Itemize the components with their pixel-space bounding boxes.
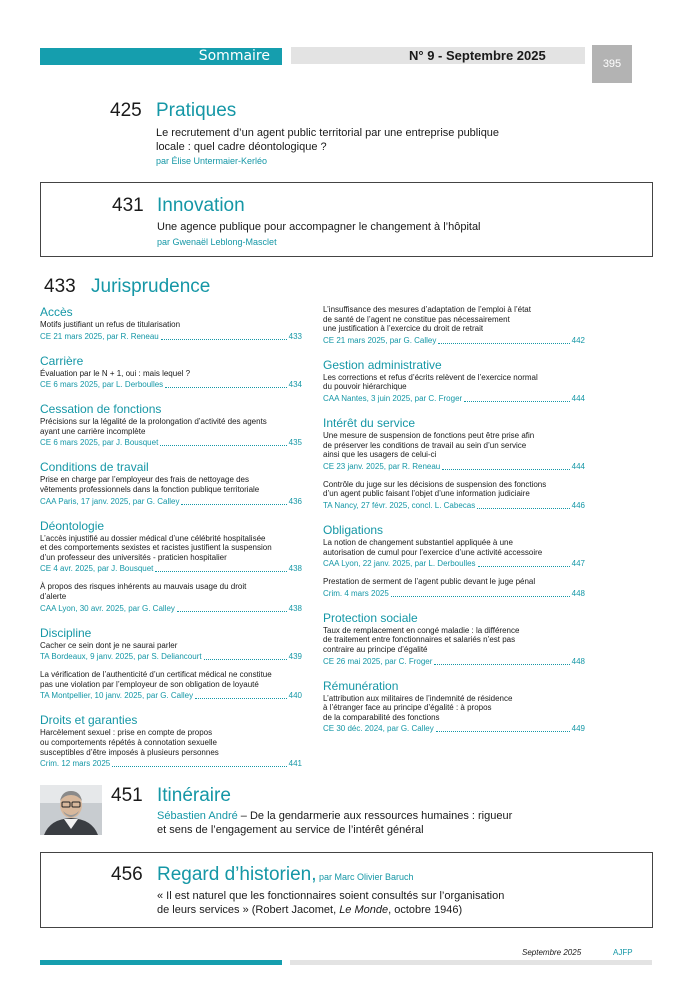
header-issue-bar [291, 47, 585, 64]
footer-grey-bar [290, 960, 652, 965]
entry-page-number: 435 [288, 438, 302, 448]
entry-title-line: Prestation de serment de l’agent public devant le juge pénal [323, 577, 536, 587]
regard-quote-2b: Le Monde [339, 904, 389, 916]
entry-title-line: Cacher ce sein dont je ne saurai parler [40, 640, 178, 650]
category-droits-et-garanties[interactable]: Droits et garanties [40, 713, 138, 728]
entry-page-number: 444 [571, 461, 585, 471]
entry-title-line: pas une violation par l’employeur de son obligation de loyauté [40, 679, 259, 689]
entry-page-number: 447 [571, 559, 585, 569]
entry-title-line: L’attribution aux militaires de l’indemnité de résidence [323, 693, 513, 703]
dot-leader [195, 691, 287, 699]
entry-page-number: 433 [288, 331, 302, 341]
entry-title-line: susceptibles d’être imposés à plusieurs personnes [40, 747, 219, 757]
jurisprudence-title[interactable]: Jurisprudence [91, 276, 211, 297]
entry-title-line: de traitement entre fonctionnaires et salariés n’est pas [323, 635, 516, 645]
entry-title-line: de la comparabilité des fonctions [323, 712, 440, 722]
page-number: 395 [602, 58, 622, 70]
entry-title-line: Les corrections et refus d’écrits relèvent de l’exercice normal [323, 372, 538, 382]
dot-leader [204, 652, 287, 660]
entry-title-line: à l’étranger face au principe d’égalité : à propos [323, 703, 492, 713]
footer-date: Septembre 2025 [522, 948, 582, 957]
innovation-number: 431 [112, 195, 144, 216]
entry-reference-text: CE 21 mars 2025, par G. Calley [323, 335, 437, 345]
category-protection-sociale[interactable]: Protection sociale [323, 610, 418, 625]
dot-leader [442, 462, 569, 470]
regard-quote-2a: de leurs services » (Robert Jacomet, [157, 904, 340, 916]
entry-reference-text: TA Bordeaux, 9 janv. 2025, par S. Deliancourt [40, 652, 202, 662]
itineraire-desc-1-text: – De la gendarmerie aux ressources humaines : rigueur [237, 810, 513, 822]
pratiques-desc-2: locale : quel cadre déontologique ? [156, 141, 327, 153]
itineraire-person: Sébastien André [157, 810, 238, 822]
pratiques-number: 425 [110, 100, 142, 121]
entry-title-line: une justification à l’exercice du droit de retrait [323, 324, 484, 334]
entry-reference[interactable] [40, 604, 302, 614]
entry-reference[interactable] [323, 589, 585, 599]
entry-page-number: 438 [288, 603, 302, 613]
dot-leader [155, 564, 286, 572]
entry-title-line: Précisions sur la légalité de la prolongation d’activité des agents [40, 417, 267, 427]
category-acces[interactable]: Accès [40, 305, 73, 319]
entry-title-line: Motifs justifiant un refus de titularisation [40, 320, 181, 329]
entry-reference[interactable] [40, 691, 302, 701]
entry-page-number: 440 [288, 691, 302, 701]
entry-title-line: et des comportements sexistes et racistes justifient la suspension [40, 543, 272, 553]
header-title-bar [40, 48, 282, 65]
entry-page-number: 448 [571, 656, 585, 666]
itineraire-desc-2: et sens de l’engagement au service de l’intérêt général [157, 824, 424, 836]
entry-title-line: autorisation de cumul pour l’exercice d’une activité accessoire [323, 547, 543, 557]
entry-reference[interactable] [40, 380, 302, 390]
entry-reference[interactable] [323, 724, 585, 734]
entry-reference-text: CE 30 déc. 2024, par G. Calley [323, 724, 434, 734]
dot-leader [434, 657, 569, 665]
footer-journal: AJFP [613, 948, 633, 957]
entry-title-line: Évaluation par le N + 1, oui : mais lequel ? [40, 368, 191, 378]
itineraire-title[interactable]: Itinéraire [157, 785, 231, 806]
dot-leader [438, 336, 569, 344]
category-discipline[interactable]: Discipline [40, 625, 92, 640]
entry-page-number: 436 [288, 496, 302, 506]
innovation-title[interactable]: Innovation [157, 195, 245, 216]
entry-reference-text: CAA Lyon, 22 janv. 2025, par L. Derboulles [323, 559, 476, 569]
regard-author: par Marc Olivier Baruch [316, 872, 414, 882]
header-title: Sommaire [198, 48, 270, 64]
entry-reference-text: CE 26 mai 2025, par C. Froger [323, 656, 433, 666]
entry-reference-text: CE 21 mars 2025, par R. Reneau [40, 331, 159, 341]
entry-reference[interactable] [323, 559, 585, 569]
entry-title-line: vêtements professionnels dans la fonction publique territoriale [40, 485, 260, 494]
author-photo [40, 785, 102, 835]
category-obligations[interactable]: Obligations [323, 523, 384, 537]
entry-reference-text: CAA Lyon, 30 avr. 2025, par G. Calley [40, 603, 175, 613]
innovation-desc: Une agence publique pour accompagner le changement à l’hôpital [157, 221, 481, 233]
entry-page-number: 438 [288, 564, 302, 574]
entry-page-number: 444 [571, 394, 585, 403]
category-deontologie[interactable]: Déontologie [40, 518, 105, 533]
entry-reference-text: TA Montpellier, 10 janv. 2025, par G. Calley [40, 691, 194, 701]
regard-title-line [157, 864, 414, 886]
regard-title[interactable]: Regard d’historien, [157, 864, 317, 885]
entry-reference[interactable] [40, 438, 302, 448]
jurisprudence-number: 433 [44, 276, 76, 297]
dot-leader [177, 604, 287, 612]
entry-reference-text: CAA Paris, 17 janv. 2025, par G. Calley [40, 496, 180, 506]
entry-reference[interactable] [323, 336, 585, 346]
entry-page-number: 434 [288, 380, 302, 390]
entry-title-line: d’alerte [40, 592, 67, 601]
header-issue: N° 9 - Septembre 2025 [409, 48, 546, 63]
entry-reference[interactable] [40, 332, 302, 342]
entry-reference[interactable] [323, 501, 585, 511]
entry-title-line: ayant une carrière incomplète [40, 426, 146, 436]
pratiques-desc-1: Le recrutement d’un agent public territorial par une entreprise publique [156, 127, 500, 139]
dot-leader [181, 497, 286, 505]
entry-title-line: Une mesure de suspension de fonctions peut être prise afin [323, 431, 535, 440]
regard-number: 456 [111, 864, 143, 885]
entry-page-number: 446 [571, 501, 585, 510]
innovation-author: par Gwenaël Leblong-Masclet [157, 237, 277, 247]
pratiques-author: par Élise Untermaier-Kerléo [156, 156, 268, 166]
entry-reference[interactable] [323, 657, 585, 667]
portrait-icon [40, 785, 102, 835]
dot-leader [112, 759, 286, 767]
category-gestion-administrative[interactable]: Gestion administrative [323, 357, 442, 372]
dot-leader [391, 589, 570, 597]
entry-reference-text: Crim. 12 mars 2025 [40, 759, 111, 769]
category-remuneration[interactable]: Rémunération [323, 678, 399, 693]
itineraire-number: 451 [111, 785, 143, 806]
entry-title-line: contraire au principe d’égalité [323, 645, 428, 654]
entry-reference-text: CAA Nantes, 3 juin 2025, par C. Froger [323, 394, 463, 403]
entry-title-line: Harcèlement sexuel : prise en compte de propos [40, 728, 213, 738]
category-interet-du-service[interactable]: Intérêt du service [323, 416, 416, 430]
entry-reference[interactable] [40, 652, 302, 662]
entry-title-line: L’insuffisance des mesures d’adaptation de l’emploi à l’état [323, 305, 531, 314]
category-cessation-de-fonctions[interactable]: Cessation de fonctions [40, 402, 162, 417]
entry-title-line: Contrôle du juge sur les décisions de suspension des fonctions [323, 479, 547, 489]
entry-title-line: du pouvoir hiérarchique [323, 382, 407, 392]
innovation-box [40, 182, 653, 257]
entry-title-line: À propos des risques inhérents au mauvais usage du droit [40, 582, 247, 592]
footer-teal-bar [40, 960, 282, 965]
dot-leader [477, 501, 569, 509]
entry-title-line: La vérification de l’authenticité d’un certificat médical ne constitue [40, 670, 272, 680]
entry-title-line: Prise en charge par l’employeur des frais de nettoyage des [40, 475, 250, 485]
dot-leader [160, 438, 286, 446]
dot-leader [161, 332, 287, 340]
entry-reference-text: CE 6 mars 2025, par L. Derboulles [40, 380, 164, 390]
entry-page-number: 441 [288, 759, 302, 769]
entry-reference[interactable] [323, 462, 585, 472]
entry-page-number: 442 [571, 335, 585, 345]
entry-reference[interactable] [323, 394, 585, 404]
entry-title-line: d’un professeur des universités - praticien hospitalier [40, 552, 227, 562]
entry-reference[interactable] [40, 564, 302, 574]
entry-reference-text: CE 4 avr. 2025, par J. Bousquet [40, 564, 154, 574]
entry-title-line: de santé de l’agent ne constitue pas nécessairement [323, 314, 510, 324]
category-conditions-de-travail[interactable]: Conditions de travail [40, 460, 149, 475]
entry-title-line: L’accès injustifié au dossier médical d’une célébrité hospitalisée [40, 533, 266, 543]
regard-quote-2 [157, 904, 462, 918]
entry-reference[interactable] [40, 497, 302, 507]
entry-title-line: ainsi que les usagers de celui-ci [323, 450, 437, 460]
entry-reference-text: CE 23 janv. 2025, par R. Reneau [323, 461, 441, 471]
entry-title-line: La notion de changement substantiel appliquée à une [323, 538, 513, 547]
entry-title-line: Taux de remplacement en congé maladie : la différence [323, 625, 520, 635]
entry-reference-text: TA Nancy, 27 févr. 2025, concl. L. Cabecas [323, 501, 476, 510]
entry-page-number: 439 [288, 652, 302, 662]
entry-title-line: de préserver les conditions de travail au sein d’un service [323, 440, 527, 450]
category-carriere[interactable]: Carrière [40, 353, 84, 368]
entry-title-line: d’un agent public faisant l’objet d’une information judiciaire [323, 489, 530, 499]
page-number-box [592, 45, 632, 83]
entry-reference-text: Crim. 4 mars 2025 [323, 588, 389, 598]
entry-page-number: 448 [571, 588, 585, 598]
entry-page-number: 449 [571, 724, 585, 734]
dot-leader [436, 724, 570, 732]
regard-quote-1: « Il est naturel que les fonctionnaires soient consultés sur l’organisation [157, 890, 505, 902]
entry-reference[interactable] [40, 759, 302, 769]
entry-title-line: ou comportements répétés à connotation sexuelle [40, 738, 217, 747]
dot-leader [478, 559, 570, 567]
entry-reference-text: CE 6 mars 2025, par J. Bousquet [40, 438, 159, 448]
itineraire-desc-1 [157, 810, 512, 824]
dot-leader [464, 394, 569, 402]
dot-leader [165, 380, 286, 388]
pratiques-title[interactable]: Pratiques [156, 100, 237, 121]
regard-quote-2c: , octobre 1946) [388, 904, 463, 916]
